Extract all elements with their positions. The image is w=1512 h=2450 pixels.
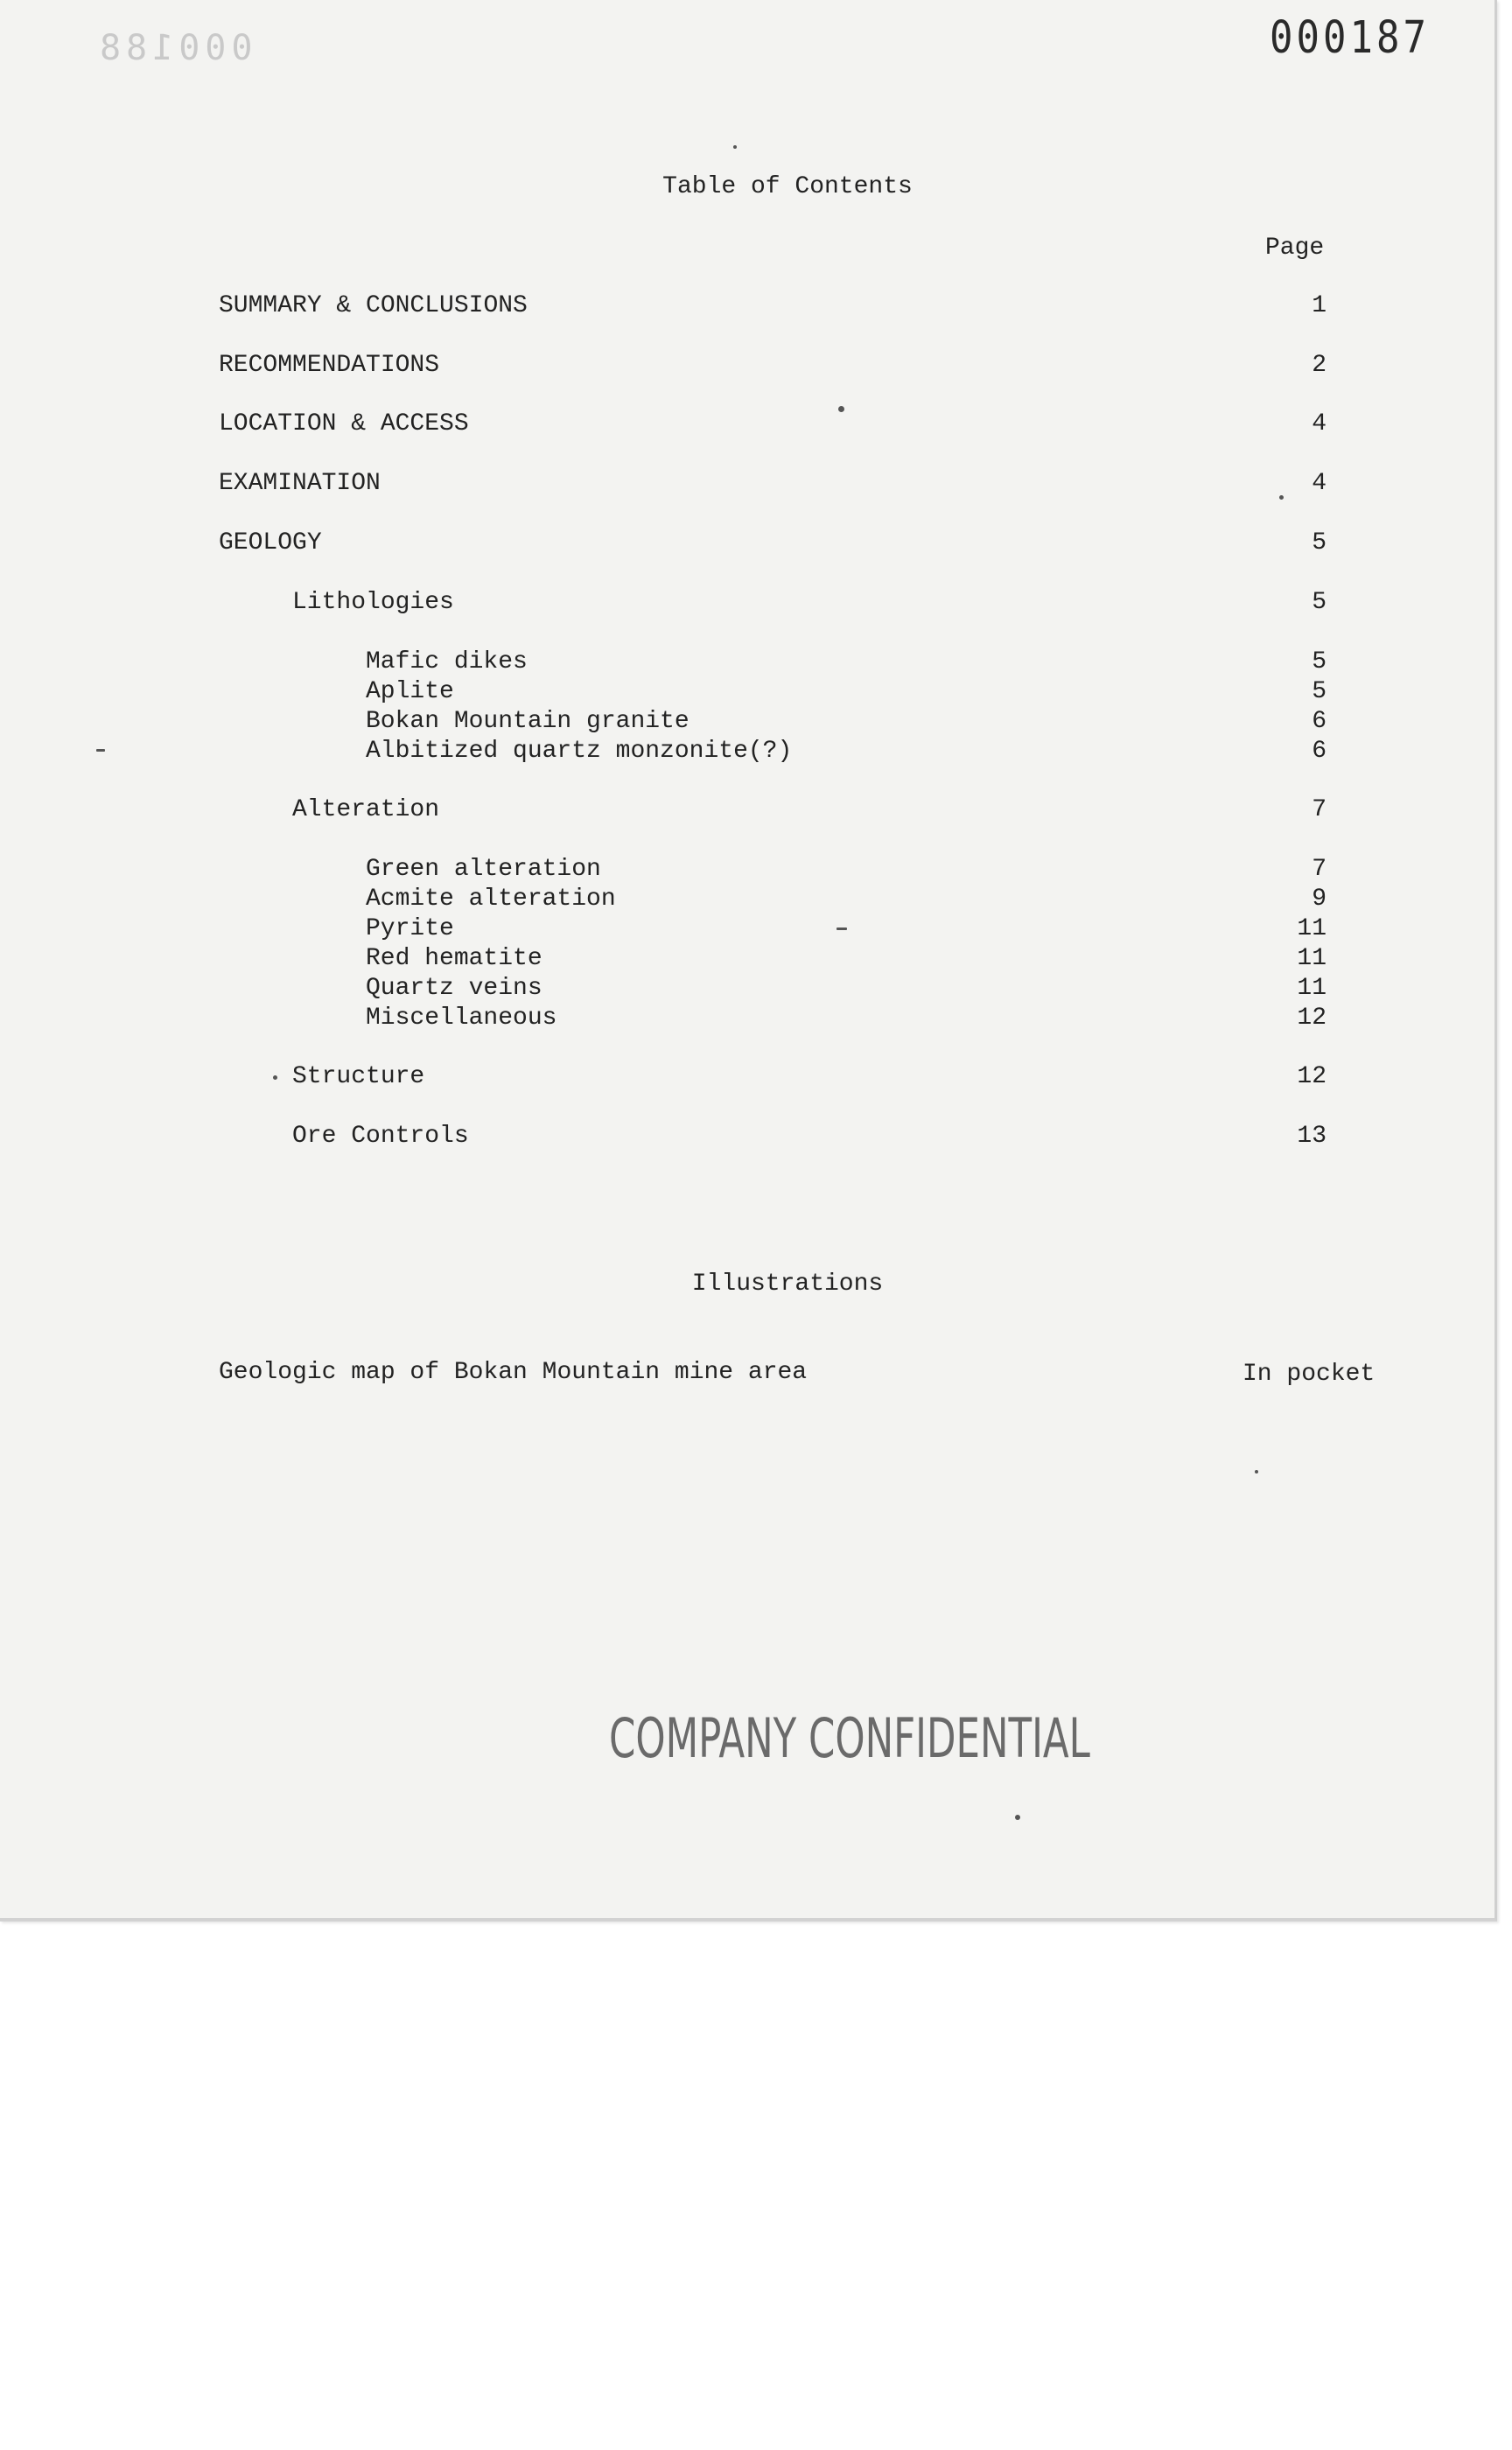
toc-entry-label: Structure — [292, 1063, 425, 1090]
toc-entry-page: 5 — [1312, 529, 1326, 556]
toc-entry-label: Albitized quartz monzonite(?) — [366, 738, 793, 765]
scan-speck — [96, 749, 105, 752]
scan-speck — [273, 1075, 277, 1080]
toc-entry-page: 11 — [1297, 915, 1326, 942]
toc-entry-page: 6 — [1312, 708, 1326, 735]
toc-entry-page: 11 — [1297, 945, 1326, 972]
document-number: 000187 — [1270, 12, 1430, 64]
scan-speck — [1279, 495, 1284, 500]
page-column-label: Page — [1265, 234, 1325, 262]
toc-entry-label: SUMMARY & CONCLUSIONS — [219, 292, 528, 319]
toc-entry-page: 13 — [1297, 1123, 1326, 1150]
toc-entry-page: 4 — [1312, 470, 1326, 497]
toc-entry-red-hematite — [0, 945, 1494, 975]
toc-entry-bokan-mountain-granite — [0, 708, 1494, 738]
toc-entry-acmite-alteration — [0, 886, 1494, 915]
toc-entry-geology — [0, 529, 1494, 559]
toc-entry-label: RECOMMENDATIONS — [219, 352, 440, 379]
scan-speck — [838, 406, 844, 412]
illustration-entry-page: In pocket — [1242, 1361, 1376, 1388]
toc-entry-location-access — [0, 410, 1494, 440]
toc-entry-page: 11 — [1297, 975, 1326, 1002]
toc-entry-structure — [0, 1063, 1494, 1093]
toc-entry-page: 1 — [1312, 292, 1326, 319]
toc-entry-label: Mafic dikes — [366, 648, 528, 676]
toc-entry-quartz-veins — [0, 975, 1494, 1004]
toc-entry-page: 5 — [1312, 678, 1326, 705]
toc-entry-alteration — [0, 796, 1494, 826]
toc-entry-page: 4 — [1312, 410, 1326, 438]
toc-entry-ore-controls — [0, 1123, 1494, 1152]
toc-entry-page: 2 — [1312, 352, 1326, 379]
toc-entry-label: Pyrite — [366, 915, 454, 942]
toc-entry-green-alteration — [0, 856, 1494, 886]
toc-entry-label: Quartz veins — [366, 975, 542, 1002]
toc-entry-page: 9 — [1312, 886, 1326, 913]
toc-entry-label: Bokan Mountain granite — [366, 708, 690, 735]
toc-entry-label: Red hematite — [366, 945, 542, 972]
toc-title: Table of Contents — [662, 173, 913, 200]
toc-entry-label: Acmite alteration — [366, 886, 616, 913]
toc-entry-label: Alteration — [292, 796, 440, 823]
toc-entry-page: 7 — [1312, 856, 1326, 883]
toc-entry-label: LOCATION & ACCESS — [219, 410, 469, 438]
scan-speck — [1255, 1470, 1258, 1474]
toc-entry-page: 5 — [1312, 648, 1326, 676]
toc-entry-label: Lithologies — [292, 589, 454, 616]
toc-entry-page: 5 — [1312, 589, 1326, 616]
toc-entry-label: Miscellaneous — [366, 1004, 557, 1032]
scan-speck — [836, 928, 847, 930]
toc-entry-label: Ore Controls — [292, 1123, 469, 1150]
toc-entry-page: 6 — [1312, 738, 1326, 765]
scan-speck — [733, 145, 737, 149]
toc-entry-mafic-dikes — [0, 648, 1494, 678]
toc-entry-miscellaneous — [0, 1004, 1494, 1034]
toc-entry-page: 12 — [1297, 1004, 1326, 1032]
toc-entry-aplite — [0, 678, 1494, 708]
toc-entry-page: 7 — [1312, 796, 1326, 823]
toc-entry-albitized-quartz-monzonite — [0, 738, 1494, 767]
toc-entry-pyrite — [0, 915, 1494, 945]
toc-entry-label: Green alteration — [366, 856, 601, 883]
bleed-through-document-number: 000188 — [94, 28, 253, 68]
illustration-entry-label: Geologic map of Bokan Mountain mine area — [219, 1359, 808, 1386]
toc-entry-examination — [0, 470, 1494, 500]
toc-entry-label: Aplite — [366, 678, 454, 705]
company-confidential-stamp: COMPANY CONFIDENTIAL — [609, 1706, 1090, 1770]
toc-entry-lithologies — [0, 589, 1494, 619]
toc-entry-recommendations — [0, 352, 1494, 382]
scan-speck — [1015, 1815, 1020, 1820]
toc-entry-summary-conclusions — [0, 292, 1494, 322]
toc-entry-label: GEOLOGY — [219, 529, 322, 556]
toc-entry-page: 12 — [1297, 1063, 1326, 1090]
illustrations-title: Illustrations — [691, 1270, 884, 1298]
toc-entry-label: EXAMINATION — [219, 470, 381, 497]
